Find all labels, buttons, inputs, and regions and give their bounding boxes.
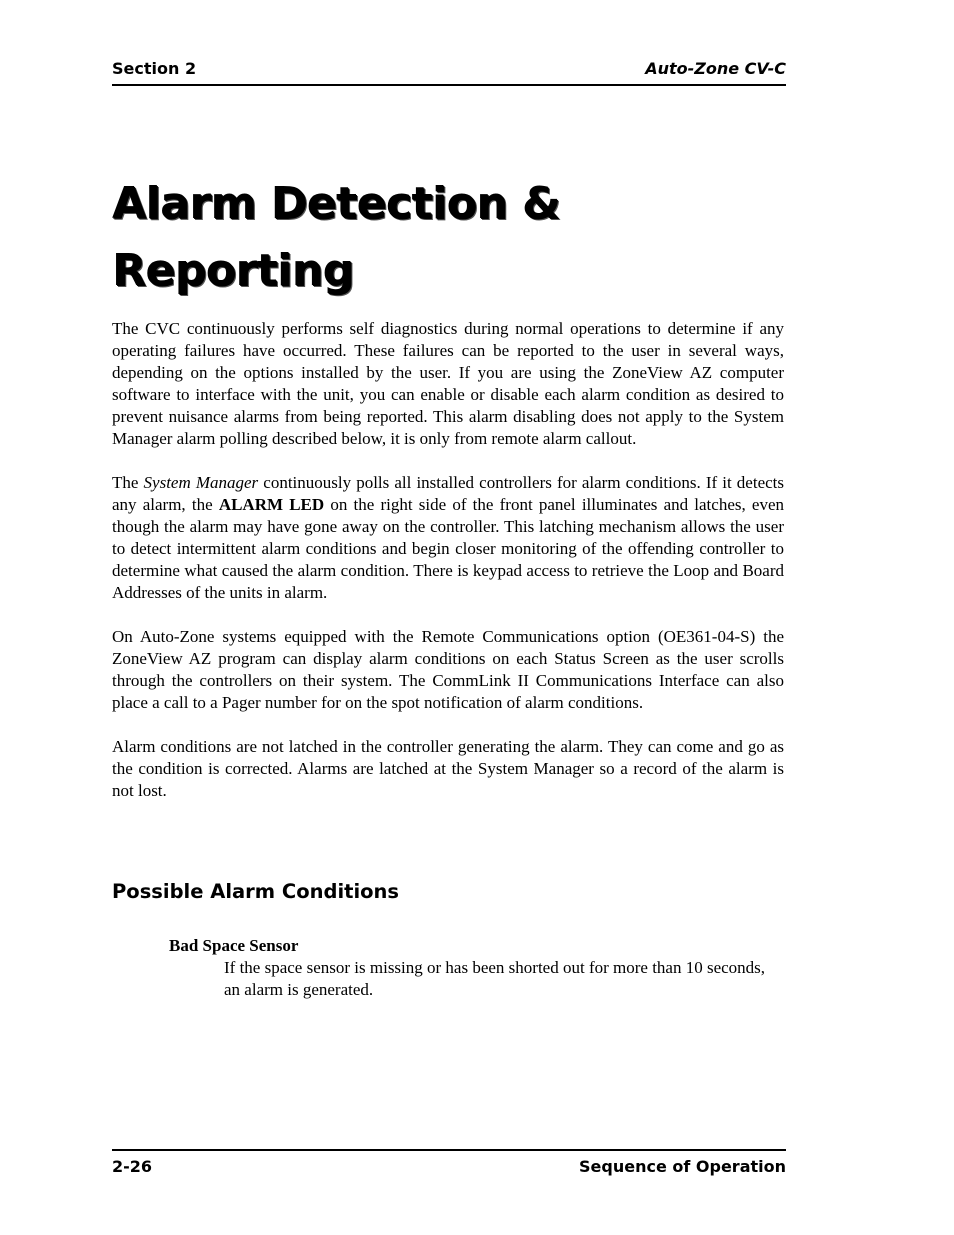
p2-alarm-led: ALARM LED xyxy=(218,495,325,514)
paragraph-diagnostics: The CVC continuously performs self diagnostics during normal operations to determine if any operating failures have occurred. These failures can be reported to the user in several ways, depending on the options installed by the user. If you are using the ZoneView AZ computer software to interface with the unit, you can enable or disable each alarm condition as desired to prevent nuisance alarms from being reported. This alarm disabling does not apply to the System Manager alarm polling described below, it is only from remote alarm callout. xyxy=(112,319,784,448)
page-title-line-2: Reporting xyxy=(112,245,354,296)
body-text xyxy=(112,318,784,824)
footer-chapter: Sequence of Operation xyxy=(579,1157,786,1176)
alarm-condition-item xyxy=(169,935,769,1001)
page-title xyxy=(112,170,786,304)
paragraph-latching: Alarm conditions are not latched in the controller generating the alarm. They can come and go as the condition is corrected. Alarms are latched at the System Manager so a record of the alarm is not lost. xyxy=(112,737,784,800)
document-page xyxy=(112,0,786,1235)
alarm-condition-title: Bad Space Sensor xyxy=(169,936,299,955)
page-footer xyxy=(112,1149,786,1176)
header-product: Auto-Zone CV-C xyxy=(645,59,786,78)
page-header xyxy=(112,58,786,86)
footer-page-number: 2-26 xyxy=(112,1157,153,1176)
alarm-condition-description: If the space sensor is missing or has been shorted out for more than 10 seconds, an alarm is generated. xyxy=(224,958,766,999)
header-section: Section 2 xyxy=(112,59,197,78)
p2-post: on the right side of the front panel illuminates and latches, even though the alarm may have gone away on the controller. This latching mechanism allows the user to detect intermittent alarm conditions and begin closer monitoring of the offending controller to determine what caused the alarm condition. There is keypad access to retrieve the Loop and Board Addresses of the units in alarm. xyxy=(112,495,785,602)
page-title-line-1: Alarm Detection & xyxy=(112,178,560,229)
paragraph-remote-communications: On Auto-Zone systems equipped with the Remote Communications option (OE361-04-S) the ZoneView AZ program can display alarm conditions on each Status Screen as the user scrolls through the controllers on their system. The CommLink II Communications Interface can also place a call to a Pager number for on the spot notification of alarm conditions. xyxy=(112,627,784,712)
p2-mid: continuously polls all installed controllers for alarm conditions. If it detects any alarm, the xyxy=(112,473,785,514)
p2-pre: The xyxy=(112,473,144,492)
paragraph-system-manager xyxy=(112,472,784,604)
p2-system-manager: System Manager xyxy=(143,473,259,492)
section-subheading: Possible Alarm Conditions xyxy=(112,880,400,903)
